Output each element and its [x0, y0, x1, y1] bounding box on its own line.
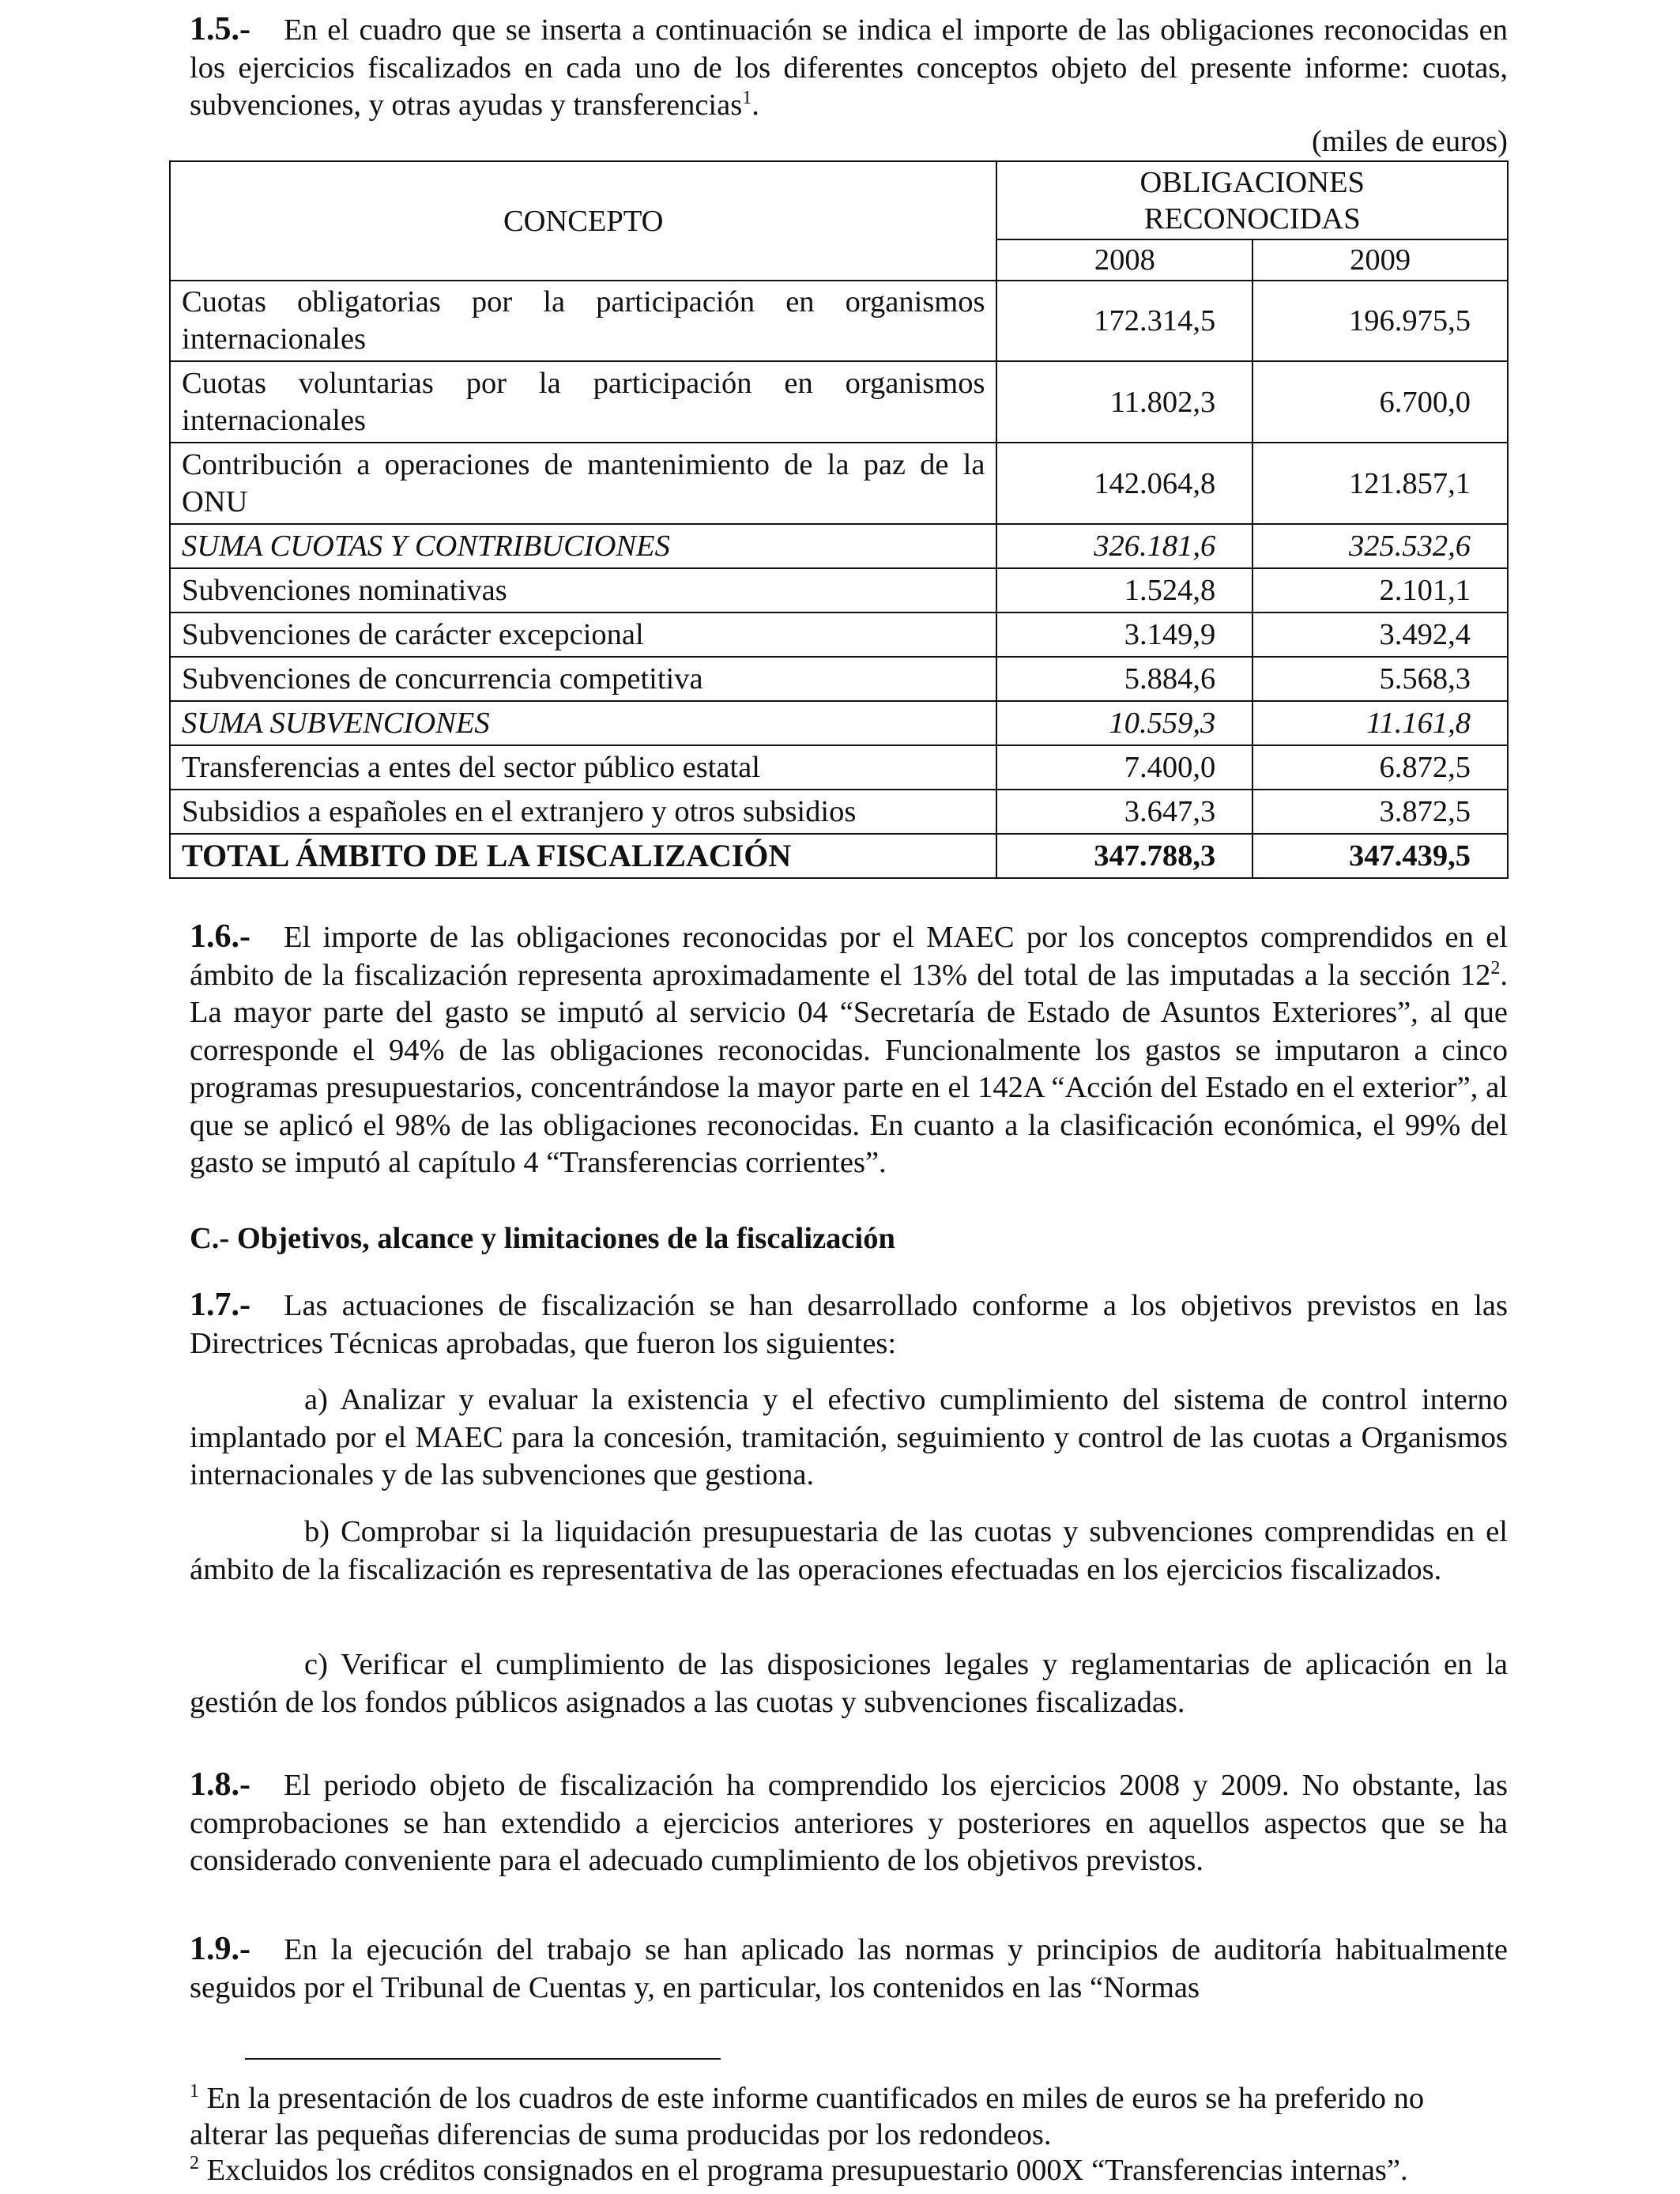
row-label: SUMA SUBVENCIONES	[170, 701, 996, 745]
section-heading: C.- Objetivos, alcance y limitaciones de la fiscalización	[190, 1222, 895, 1255]
row-value-2008: 10.559,3	[996, 701, 1252, 745]
table-row	[170, 790, 1508, 834]
paragraph-number: 1.6.-	[190, 918, 250, 955]
row-label: Subsidios a españoles en el extranjero y otros subsidios	[170, 790, 996, 834]
paragraph-text: Las actuaciones de fiscalización se han desarrollado conforme a los objetivos previstos en las Directrices Técnicas aprobadas, que fueron los siguientes:	[190, 1289, 1508, 1360]
paragraph-1-7	[190, 1287, 1508, 1363]
paragraph-text: En el cuadro que se inserta a continuación se indica el importe de las obligaciones reconocidas en los ejercicios fiscalizados en cada uno de los diferentes conceptos objeto del presente informe: cuotas, subvenciones, y otras ayudas y transferencias	[190, 13, 1508, 122]
row-value-2009: 196.975,5	[1252, 281, 1508, 361]
table-row	[170, 281, 1508, 361]
row-label: Contribución a operaciones de mantenimiento de la paz de la ONU	[170, 443, 996, 524]
paragraph-text: En la ejecución del trabajo se han aplicado las normas y principios de auditoría habitualmente seguidos por el Tribunal de Cuentas y, en particular, los contenidos en las “Normas	[190, 1933, 1508, 2004]
obligations-table	[169, 160, 1509, 879]
row-value-2009: 3.492,4	[1252, 613, 1508, 657]
header-year-2008: 2008	[996, 239, 1252, 281]
row-value-2009: 5.568,3	[1252, 657, 1508, 701]
paragraph-number: 1.5.-	[190, 11, 250, 47]
paragraph-1-6	[190, 918, 1508, 1182]
header-concepto: CONCEPTO	[170, 161, 996, 281]
table-row	[170, 361, 1508, 443]
objective-c: c) Verificar el cumplimiento de las disposiciones legales y reglamentarias de aplicación en la gestión de los fondos públicos asignados a las cuotas y subvenciones fiscalizadas.	[190, 1648, 1508, 1719]
row-value-2008: 1.524,8	[996, 568, 1252, 613]
paragraph-number: 1.8.-	[190, 1766, 250, 1803]
row-value-2009: 11.161,8	[1252, 701, 1508, 745]
header-obligaciones: OBLIGACIONES RECONOCIDAS	[996, 161, 1508, 239]
objective-a: a) Analizar y evaluar la existencia y el efectivo cumplimiento del sistema de control interno implantado por el MAEC para la concesión, tramitación, seguimiento y control de las cuotas a Organismos internacionales y de las subvenciones que gestiona.	[190, 1383, 1508, 1491]
footnote-2	[190, 2152, 1508, 2188]
table-row-subtotal	[170, 524, 1508, 568]
row-label: Cuotas voluntarias por la participación en organismos internacionales	[170, 361, 996, 443]
row-value-2008: 3.647,3	[996, 790, 1252, 834]
row-label: Subvenciones de concurrencia competitiva	[170, 657, 996, 701]
table-row-subtotal	[170, 701, 1508, 745]
row-value-2009: 6.872,5	[1252, 745, 1508, 790]
row-value-2008: 172.314,5	[996, 281, 1252, 361]
header-year-2009: 2009	[1252, 239, 1508, 281]
table-row	[170, 657, 1508, 701]
table-row	[170, 745, 1508, 790]
row-value-2009: 3.872,5	[1252, 790, 1508, 834]
row-label: SUMA CUOTAS Y CONTRIBUCIONES	[170, 524, 996, 568]
footnote-mark: 2	[190, 2153, 199, 2174]
row-value-2009: 121.857,1	[1252, 443, 1508, 524]
objective-b: b) Comprobar si la liquidación presupuestaria de las cuotas y subvenciones comprendidas en el ámbito de la fiscalización es representativa de las operaciones efectuadas en los ejercicios fiscalizados.	[190, 1515, 1508, 1586]
row-value-2008: 5.884,6	[996, 657, 1252, 701]
paragraph-text-cont: . La mayor parte del gasto se imputó al servicio 04 “Secretaría de Estado de Asuntos Exteriores”, al que corresponde el 94% de las obligaciones reconocidas. Funcionalmente los gastos se imputaron a cinco programas presupuestarios, concentrándose la mayor parte en el 142A “Acción del Estado en el exterior”, al que se aplicó el 98% de las obligaciones reconocidas. En cuanto a la clasificación económica, el 99% del gasto se imputó al capítulo 4 “Transferencias corrientes”.	[190, 958, 1508, 1179]
footnote-ref: 2	[1490, 957, 1501, 978]
row-label: Subvenciones nominativas	[170, 568, 996, 613]
paragraph-1-5	[190, 11, 1508, 125]
paragraph-1-9	[190, 1931, 1508, 2007]
footnote-text: Excluidos los créditos consignados en el programa presupuestario 000X “Transferencias internas”.	[199, 2154, 1408, 2187]
row-value-2009: 347.439,5	[1252, 834, 1508, 878]
footnote-text: En la presentación de los cuadros de este informe cuantificados en miles de euros se ha preferido no alterar las pequeñas diferencias de suma producidas por los redondeos.	[190, 2082, 1425, 2151]
row-label: Subvenciones de carácter excepcional	[170, 613, 996, 657]
row-label: Transferencias a entes del sector público estatal	[170, 745, 996, 790]
footnote-1	[190, 2080, 1508, 2153]
footnote-ref: 1	[742, 88, 752, 109]
footnote-separator	[245, 2058, 721, 2060]
row-value-2008: 7.400,0	[996, 745, 1252, 790]
row-value-2008: 347.788,3	[996, 834, 1252, 878]
table-row	[170, 443, 1508, 524]
row-label: Cuotas obligatorias por la participación en organismos internacionales	[170, 281, 996, 361]
row-value-2009: 325.532,6	[1252, 524, 1508, 568]
row-value-2009: 2.101,1	[1252, 568, 1508, 613]
table-unit: (miles de euros)	[1311, 125, 1508, 158]
paragraph-number: 1.9.-	[190, 1931, 250, 1967]
table-row	[170, 568, 1508, 613]
row-value-2008: 326.181,6	[996, 524, 1252, 568]
table-row	[170, 613, 1508, 657]
row-value-2008: 142.064,8	[996, 443, 1252, 524]
paragraph-number: 1.7.-	[190, 1287, 250, 1323]
paragraph-text: El periodo objeto de fiscalización ha comprendido los ejercicios 2008 y 2009. No obstante, las comprobaciones se han extendido a ejercicios anteriores y posteriores en aquellos aspectos que se ha considerado conveniente para el adecuado cumplimiento de los objetivos previstos.	[190, 1769, 1508, 1877]
footnote-mark: 1	[190, 2081, 199, 2102]
row-value-2009: 6.700,0	[1252, 361, 1508, 443]
paragraph-end: .	[751, 89, 759, 122]
row-label: TOTAL ÁMBITO DE LA FISCALIZACIÓN	[170, 834, 996, 878]
row-value-2008: 11.802,3	[996, 361, 1252, 443]
paragraph-1-8	[190, 1766, 1508, 1880]
paragraph-text: El importe de las obligaciones reconocidas por el MAEC por los conceptos comprendidos en el ámbito de la fiscalización representa aproximadamente el 13% del total de las imputadas a la sección 12	[190, 921, 1508, 992]
table-row-total	[170, 834, 1508, 878]
row-value-2008: 3.149,9	[996, 613, 1252, 657]
